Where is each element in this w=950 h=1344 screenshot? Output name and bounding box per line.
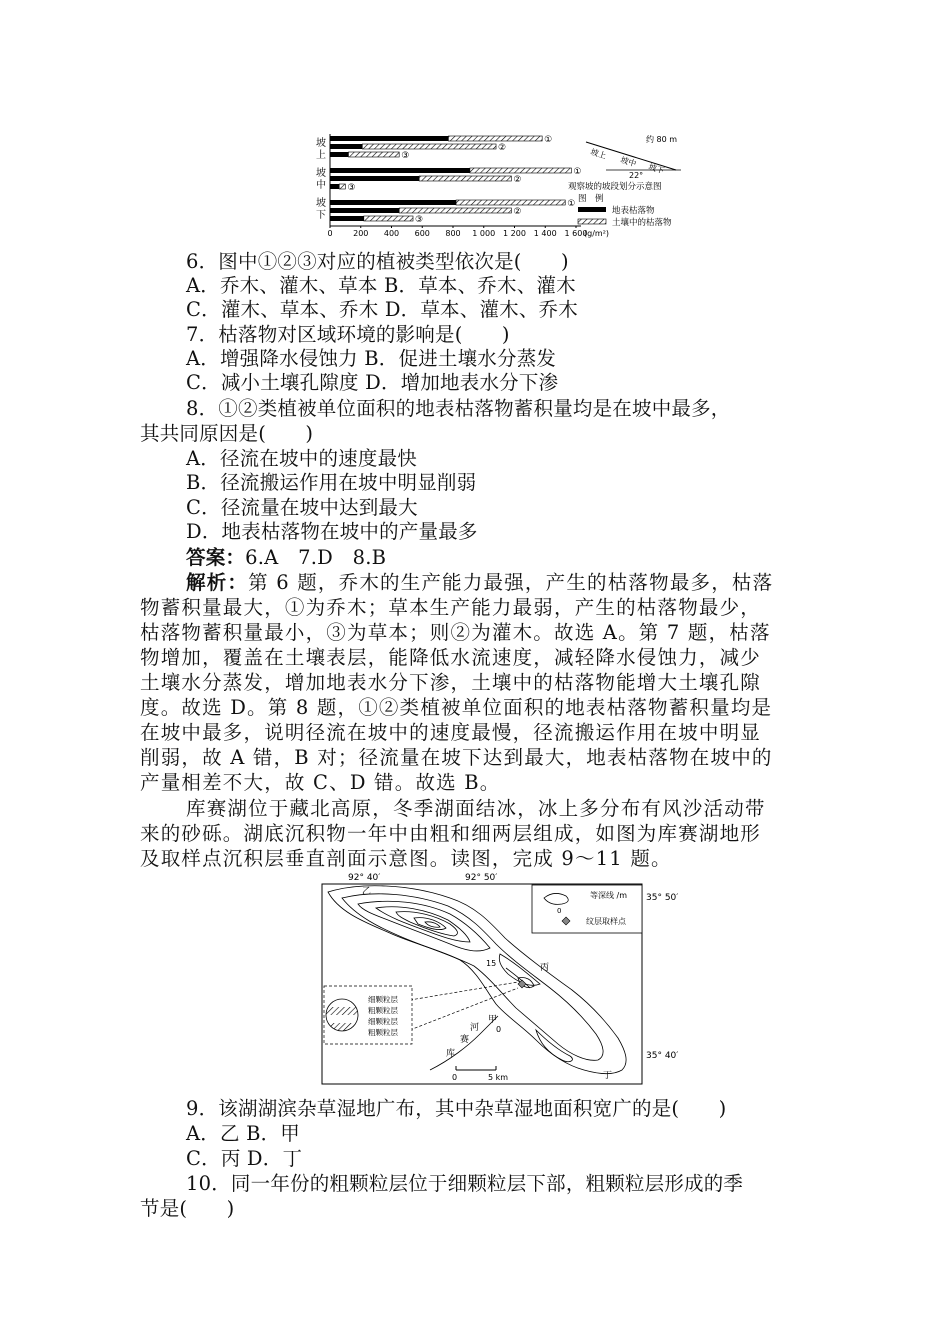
slope-angle-label: 22° [629,171,644,180]
legend-sample-label: 纹层取样点 [586,917,626,926]
legend-title: 图 例 [578,194,604,204]
question-8-option-a: A．径流在坡中的速度最快 [186,447,417,470]
bar-surface-litter [330,136,448,141]
question-10-stem-line1: 10．同一年份的粗颗粒层位于细颗粒层下部，粗颗粒层形成的季 [186,1172,744,1195]
river-label-ku: 库 [446,1049,456,1059]
bar-id-label: ① [544,135,553,145]
x-tick-label: 800 [445,229,461,238]
bar-soil-litter [470,168,571,173]
bar-soil-litter [419,176,511,181]
question-6-options-ab: A．乔木、灌木、草本 B．草本、乔木、灌木 [186,274,576,297]
x-tick-label: 600 [414,229,430,238]
scale-label-5km: 5 km [488,1073,509,1082]
x-tick-label: 400 [383,229,400,238]
sediment-section [324,986,412,1044]
x-tick-label: 1 600 [564,229,588,238]
river-label-he: 河 [470,1023,480,1033]
bar-soil-litter [339,184,345,189]
analysis-label: 解析： [186,571,249,594]
answer-line [186,546,386,570]
question-8-stem-line2: 其共同原因是( ) [140,422,314,445]
question-9-options-ab: A．乙 B．甲 [186,1122,301,1145]
analysis-line: 土壤水分蒸发，增加地表水分下渗，土壤中的枯落物能增大土壤孔隙 [140,671,762,694]
map-legend [532,885,642,933]
legend-label-litter: 地表枯落物 [612,206,655,216]
bar-surface-litter [330,152,348,157]
bar-surface-litter [330,144,362,149]
lon-label-right: 92° 50′ [465,873,498,883]
place-label-yi: 乙 [362,887,372,897]
river-label-sai: 赛 [460,1035,470,1045]
bar-soil-litter [362,144,496,149]
question-7-options-ab: A．增强降水侵蚀力 B．促进土壤水分蒸发 [186,347,557,370]
bar-id-label: ③ [415,215,424,225]
slope-caption: 观察坡的坡段划分示意图 [568,182,662,192]
layer-label: 细颗粒层 [368,995,398,1004]
x-tick-label: 1 200 [503,229,526,238]
group-label-slope-bottom-1: 坡 [316,198,326,209]
bar-soil-litter [364,216,413,221]
group-label-slope-top-2: 上 [316,150,326,161]
bar-id-label: ③ [347,183,356,193]
question-8-option-d: D．地表枯落物在坡中的产量最多 [186,520,478,543]
slope-segment-top: 坡上 [589,147,608,161]
x-tick-label: 200 [353,229,369,238]
analysis-line: 在坡中最多，说明径流在坡中的速度最慢，径流搬运作用在坡中明显 [140,721,762,744]
answer-label: 答案： [186,546,246,569]
legend-swatch-litter [578,207,606,212]
analysis-line: 物蓄积量最大，①为乔木；草本生产能力最弱，产生的枯落物最少， [140,596,762,619]
contour-label-15: 15 [486,959,497,968]
bar-id-label: ② [513,175,522,185]
passage-line-2: 来的砂砾。湖底沉积物一年中由粗和细两层组成，如图为库赛湖地形 [140,822,762,845]
legend-label-soil: 土壤中的枯落物 [612,218,672,228]
bar-id-label: ① [567,199,576,209]
bar-id-label: ② [498,143,507,153]
legend-contour-zero: 0 [557,907,562,915]
layer-label: 粗颗粒层 [368,1028,398,1037]
bar-soil-litter [456,200,565,205]
question-7-options-cd: C．减小土壤孔隙度 D．增加地表水分下渗 [186,371,559,394]
analysis-first-line [186,571,773,595]
litter-bar-chart [306,132,706,240]
place-label-bing: 丙 [540,963,550,973]
legend-contour-label: 等深线 /m [590,891,628,900]
place-label-ding: 丁 [603,1071,613,1081]
y-group-labels [316,136,326,221]
lat-label-top: 35° 50′ [646,893,679,903]
question-7-stem: 7．枯落物对区域环境的影响是( ) [186,323,510,346]
analysis-line: 产量相差不大，故 C、D 错。故选 B。 [140,771,501,794]
coarse-layer-swatch [326,1007,358,1015]
analysis-line: 物增加，覆盖在土壤表层，能降低水流速度，减轻降水侵蚀力，减少 [140,646,762,669]
answer-text: 6.A 7.D 8.B [245,546,387,569]
analysis-line: 度。故选 D。第 8 题，①②类植被单位面积的地表枯落物蓄积量均是 [140,696,773,719]
group-label-slope-bottom-2: 下 [316,210,326,221]
bar-soil-litter [399,208,511,213]
x-unit-label: (g/m²) [584,229,610,238]
slope-segment-mid: 坡中 [619,155,638,169]
bar-surface-litter [330,184,339,189]
passage-line-3: 及取样点沉积层垂直剖面示意图。读图，完成 9～11 题。 [140,847,672,870]
x-tick-label: 1 400 [533,229,557,238]
bar-soil-litter [448,136,542,141]
layer-label: 粗颗粒层 [368,1006,398,1015]
question-9-stem: 9．该湖湖滨杂草湿地广布，其中杂草湿地面积宽广的是( ) [186,1097,727,1120]
group-label-slope-top-1: 坡 [316,138,326,149]
bar-id-label: ③ [401,151,410,161]
kusai-lake-map [300,870,700,1090]
question-6-options-cd: C．灌木、草本、乔木 D．草本、灌木、乔木 [186,298,578,321]
bar-id-label: ① [573,167,582,177]
question-6-stem: 6．图中①②③对应的植被类型依次是( ) [186,250,569,273]
question-10-stem-line2: 节是( ) [140,1197,235,1220]
x-tick-label: 0 [327,229,333,238]
bar-id-label: ② [513,207,522,217]
slope-diagram [568,134,681,228]
analysis-first-text: 第 6 题，乔木的生产能力最强，产生的枯落物最多，枯落 [248,571,774,594]
question-8-option-b: B．径流搬运作用在坡中明显削弱 [186,471,477,494]
lon-label-left: 92° 40′ [348,873,381,883]
analysis-line: 枯落物蓄积量最小，③为草本；则②为灌木。故选 A。第 7 题，枯落 [140,621,771,644]
contour-label-0: 0 [496,1025,502,1034]
x-tick-label: 1 000 [472,229,496,238]
question-8-stem-line1: 8．①②类植被单位面积的地表枯落物蓄积量均是在坡中最多， [186,397,731,420]
sample-dashed-line [410,988,518,1030]
group-label-slope-mid-1: 坡 [316,168,326,179]
sample-dashed-line [410,982,518,1000]
scale-bar [452,1066,508,1082]
slope-length-label: 约 80 m [646,135,678,144]
group-label-slope-mid-2: 中 [316,180,326,191]
legend-swatch-soil [578,219,606,224]
question-8-option-c: C．径流量在坡中达到最大 [186,496,418,519]
lat-label-bottom: 35° 40′ [646,1051,679,1061]
bar-surface-litter [330,176,419,181]
passage-line-1: 库赛湖位于藏北高原，冬季湖面结冰，冰上多分布有风沙活动带 [186,797,766,820]
bar-surface-litter [330,208,399,213]
bar-surface-litter [330,200,456,205]
bar-surface-litter [330,216,364,221]
bar-surface-litter [330,168,470,173]
place-label-jia: 甲 [488,1015,498,1025]
slope-segment-bottom: 坡下 [647,162,666,176]
scale-label-0: 0 [452,1073,458,1082]
question-9-options-cd: C．丙 D．丁 [186,1147,303,1170]
bar-soil-litter [348,152,399,157]
analysis-line: 削弱，故 A 错，B 对；径流量在坡下达到最大，地表枯落物在坡中的 [140,746,773,769]
layer-label: 细颗粒层 [368,1017,398,1026]
